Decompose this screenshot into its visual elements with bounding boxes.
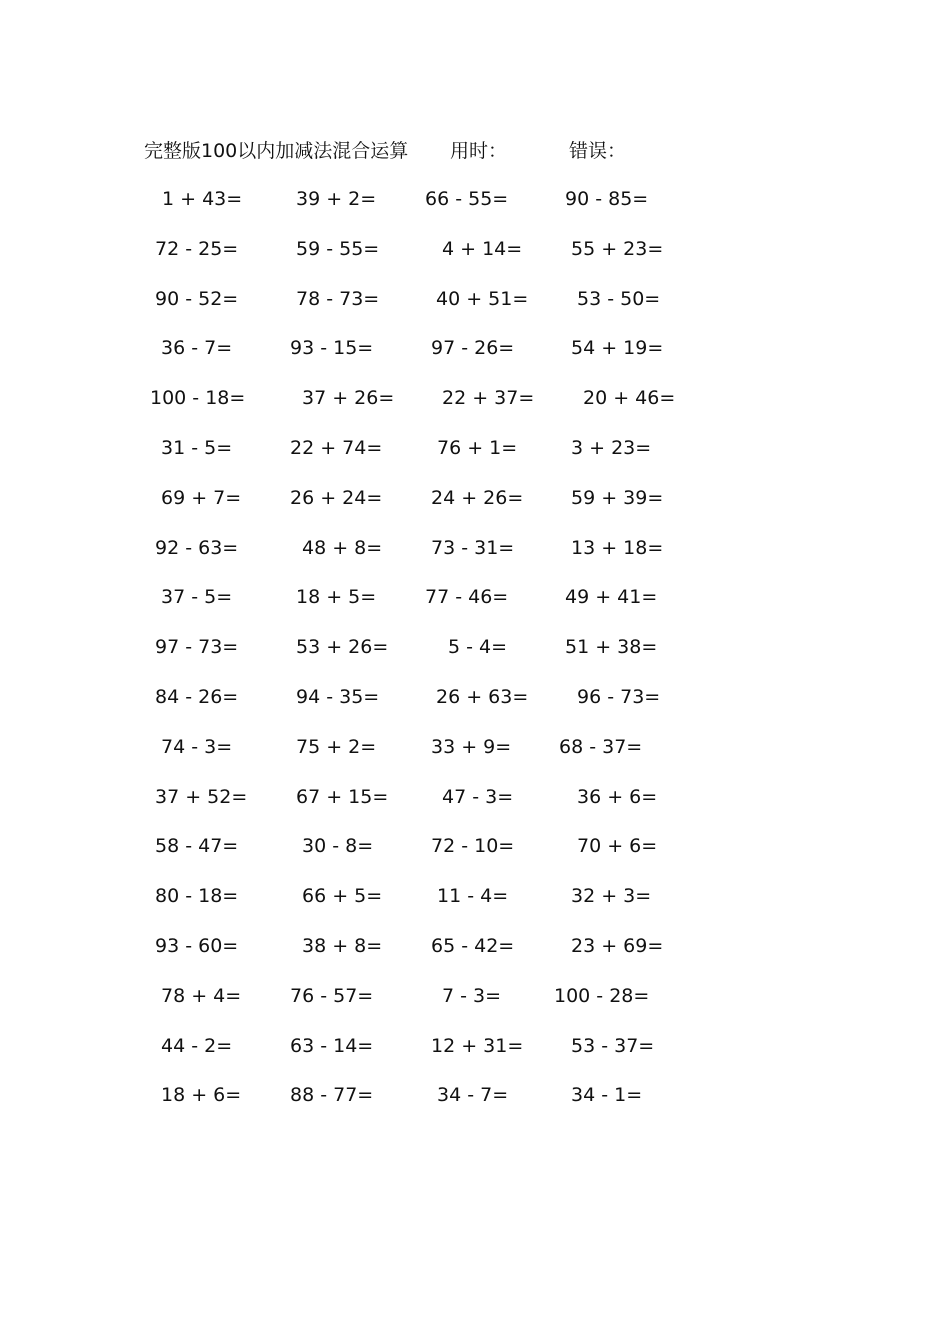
arithmetic-problem: 59 - 55= bbox=[296, 237, 380, 260]
problem-row bbox=[0, 483, 950, 533]
arithmetic-problem: 68 - 37= bbox=[559, 735, 643, 758]
arithmetic-problem: 67 + 15= bbox=[296, 785, 389, 808]
arithmetic-problem: 49 + 41= bbox=[565, 586, 658, 609]
arithmetic-problem: 77 - 46= bbox=[425, 586, 509, 609]
arithmetic-problem: 26 + 24= bbox=[290, 486, 383, 509]
arithmetic-problem: 100 - 28= bbox=[554, 984, 650, 1007]
arithmetic-problem: 93 - 60= bbox=[155, 934, 239, 957]
problem-row bbox=[0, 234, 950, 284]
arithmetic-problem: 34 - 1= bbox=[571, 1084, 643, 1107]
arithmetic-problem: 88 - 77= bbox=[290, 1084, 374, 1107]
arithmetic-problem: 70 + 6= bbox=[577, 835, 658, 858]
problem-grid bbox=[0, 184, 950, 1130]
arithmetic-problem: 22 + 37= bbox=[442, 387, 535, 410]
arithmetic-problem: 36 + 6= bbox=[577, 785, 658, 808]
arithmetic-problem: 97 - 73= bbox=[155, 636, 239, 659]
problem-row bbox=[0, 732, 950, 782]
arithmetic-problem: 20 + 46= bbox=[583, 387, 676, 410]
arithmetic-problem: 18 + 5= bbox=[296, 586, 377, 609]
problem-row bbox=[0, 1080, 950, 1130]
problem-row bbox=[0, 184, 950, 234]
arithmetic-problem: 30 - 8= bbox=[302, 835, 374, 858]
arithmetic-problem: 51 + 38= bbox=[565, 636, 658, 659]
arithmetic-problem: 7 - 3= bbox=[442, 984, 502, 1007]
arithmetic-problem: 78 - 73= bbox=[296, 287, 380, 310]
arithmetic-problem: 65 - 42= bbox=[431, 934, 515, 957]
problem-row bbox=[0, 333, 950, 383]
arithmetic-problem: 80 - 18= bbox=[155, 885, 239, 908]
arithmetic-problem: 72 - 25= bbox=[155, 237, 239, 260]
arithmetic-problem: 4 + 14= bbox=[442, 237, 523, 260]
arithmetic-problem: 37 + 52= bbox=[155, 785, 248, 808]
arithmetic-problem: 54 + 19= bbox=[571, 337, 664, 360]
problem-row bbox=[0, 433, 950, 483]
arithmetic-problem: 36 - 7= bbox=[161, 337, 233, 360]
arithmetic-problem: 84 - 26= bbox=[155, 685, 239, 708]
arithmetic-problem: 59 + 39= bbox=[571, 486, 664, 509]
arithmetic-problem: 76 + 1= bbox=[437, 436, 518, 459]
problem-row bbox=[0, 782, 950, 832]
arithmetic-problem: 18 + 6= bbox=[161, 1084, 242, 1107]
arithmetic-problem: 93 - 15= bbox=[290, 337, 374, 360]
arithmetic-problem: 53 - 50= bbox=[577, 287, 661, 310]
arithmetic-problem: 90 - 85= bbox=[565, 188, 649, 210]
arithmetic-problem: 11 - 4= bbox=[437, 885, 509, 908]
arithmetic-problem: 100 - 18= bbox=[150, 387, 246, 410]
arithmetic-problem: 23 + 69= bbox=[571, 934, 664, 957]
arithmetic-problem: 76 - 57= bbox=[290, 984, 374, 1007]
arithmetic-problem: 58 - 47= bbox=[155, 835, 239, 858]
arithmetic-problem: 63 - 14= bbox=[290, 1034, 374, 1057]
arithmetic-problem: 37 - 5= bbox=[161, 586, 233, 609]
problem-row bbox=[0, 582, 950, 632]
arithmetic-problem: 75 + 2= bbox=[296, 735, 377, 758]
arithmetic-problem: 94 - 35= bbox=[296, 685, 380, 708]
arithmetic-problem: 12 + 31= bbox=[431, 1034, 524, 1057]
arithmetic-problem: 40 + 51= bbox=[436, 287, 529, 310]
arithmetic-problem: 69 + 7= bbox=[161, 486, 242, 509]
arithmetic-problem: 33 + 9= bbox=[431, 735, 512, 758]
problem-row bbox=[0, 383, 950, 433]
problem-row bbox=[0, 632, 950, 682]
arithmetic-problem: 78 + 4= bbox=[161, 984, 242, 1007]
arithmetic-problem: 38 + 8= bbox=[302, 934, 383, 957]
arithmetic-problem: 72 - 10= bbox=[431, 835, 515, 858]
arithmetic-problem: 48 + 8= bbox=[302, 536, 383, 559]
arithmetic-problem: 3 + 23= bbox=[571, 436, 652, 459]
arithmetic-problem: 53 - 37= bbox=[571, 1034, 655, 1057]
arithmetic-problem: 5 - 4= bbox=[448, 636, 508, 659]
arithmetic-problem: 74 - 3= bbox=[161, 735, 233, 758]
arithmetic-problem: 97 - 26= bbox=[431, 337, 515, 360]
problem-row bbox=[0, 981, 950, 1031]
arithmetic-problem: 90 - 52= bbox=[155, 287, 239, 310]
problem-row bbox=[0, 533, 950, 583]
problem-row bbox=[0, 1031, 950, 1081]
worksheet-title: 完整版100以内加减法混合运算 bbox=[144, 140, 409, 162]
arithmetic-problem: 47 - 3= bbox=[442, 785, 514, 808]
problem-row bbox=[0, 881, 950, 931]
problem-row bbox=[0, 284, 950, 334]
arithmetic-problem: 39 + 2= bbox=[296, 188, 377, 210]
arithmetic-problem: 55 + 23= bbox=[571, 237, 664, 260]
arithmetic-problem: 1 + 43= bbox=[162, 188, 243, 210]
arithmetic-problem: 31 - 5= bbox=[161, 436, 233, 459]
arithmetic-problem: 32 + 3= bbox=[571, 885, 652, 908]
arithmetic-problem: 22 + 74= bbox=[290, 436, 383, 459]
arithmetic-problem: 34 - 7= bbox=[437, 1084, 509, 1107]
arithmetic-problem: 53 + 26= bbox=[296, 636, 389, 659]
arithmetic-problem: 24 + 26= bbox=[431, 486, 524, 509]
problem-row bbox=[0, 831, 950, 881]
arithmetic-problem: 44 - 2= bbox=[161, 1034, 233, 1057]
arithmetic-problem: 66 + 5= bbox=[302, 885, 383, 908]
errors-label: 错误： bbox=[569, 140, 627, 162]
arithmetic-problem: 96 - 73= bbox=[577, 685, 661, 708]
arithmetic-problem: 26 + 63= bbox=[436, 685, 529, 708]
arithmetic-problem: 92 - 63= bbox=[155, 536, 239, 559]
time-used-label: 用时： bbox=[450, 140, 508, 162]
arithmetic-problem: 13 + 18= bbox=[571, 536, 664, 559]
problem-row bbox=[0, 682, 950, 732]
arithmetic-problem: 73 - 31= bbox=[431, 536, 515, 559]
arithmetic-problem: 66 - 55= bbox=[425, 188, 509, 210]
arithmetic-problem: 37 + 26= bbox=[302, 387, 395, 410]
problem-row bbox=[0, 931, 950, 981]
